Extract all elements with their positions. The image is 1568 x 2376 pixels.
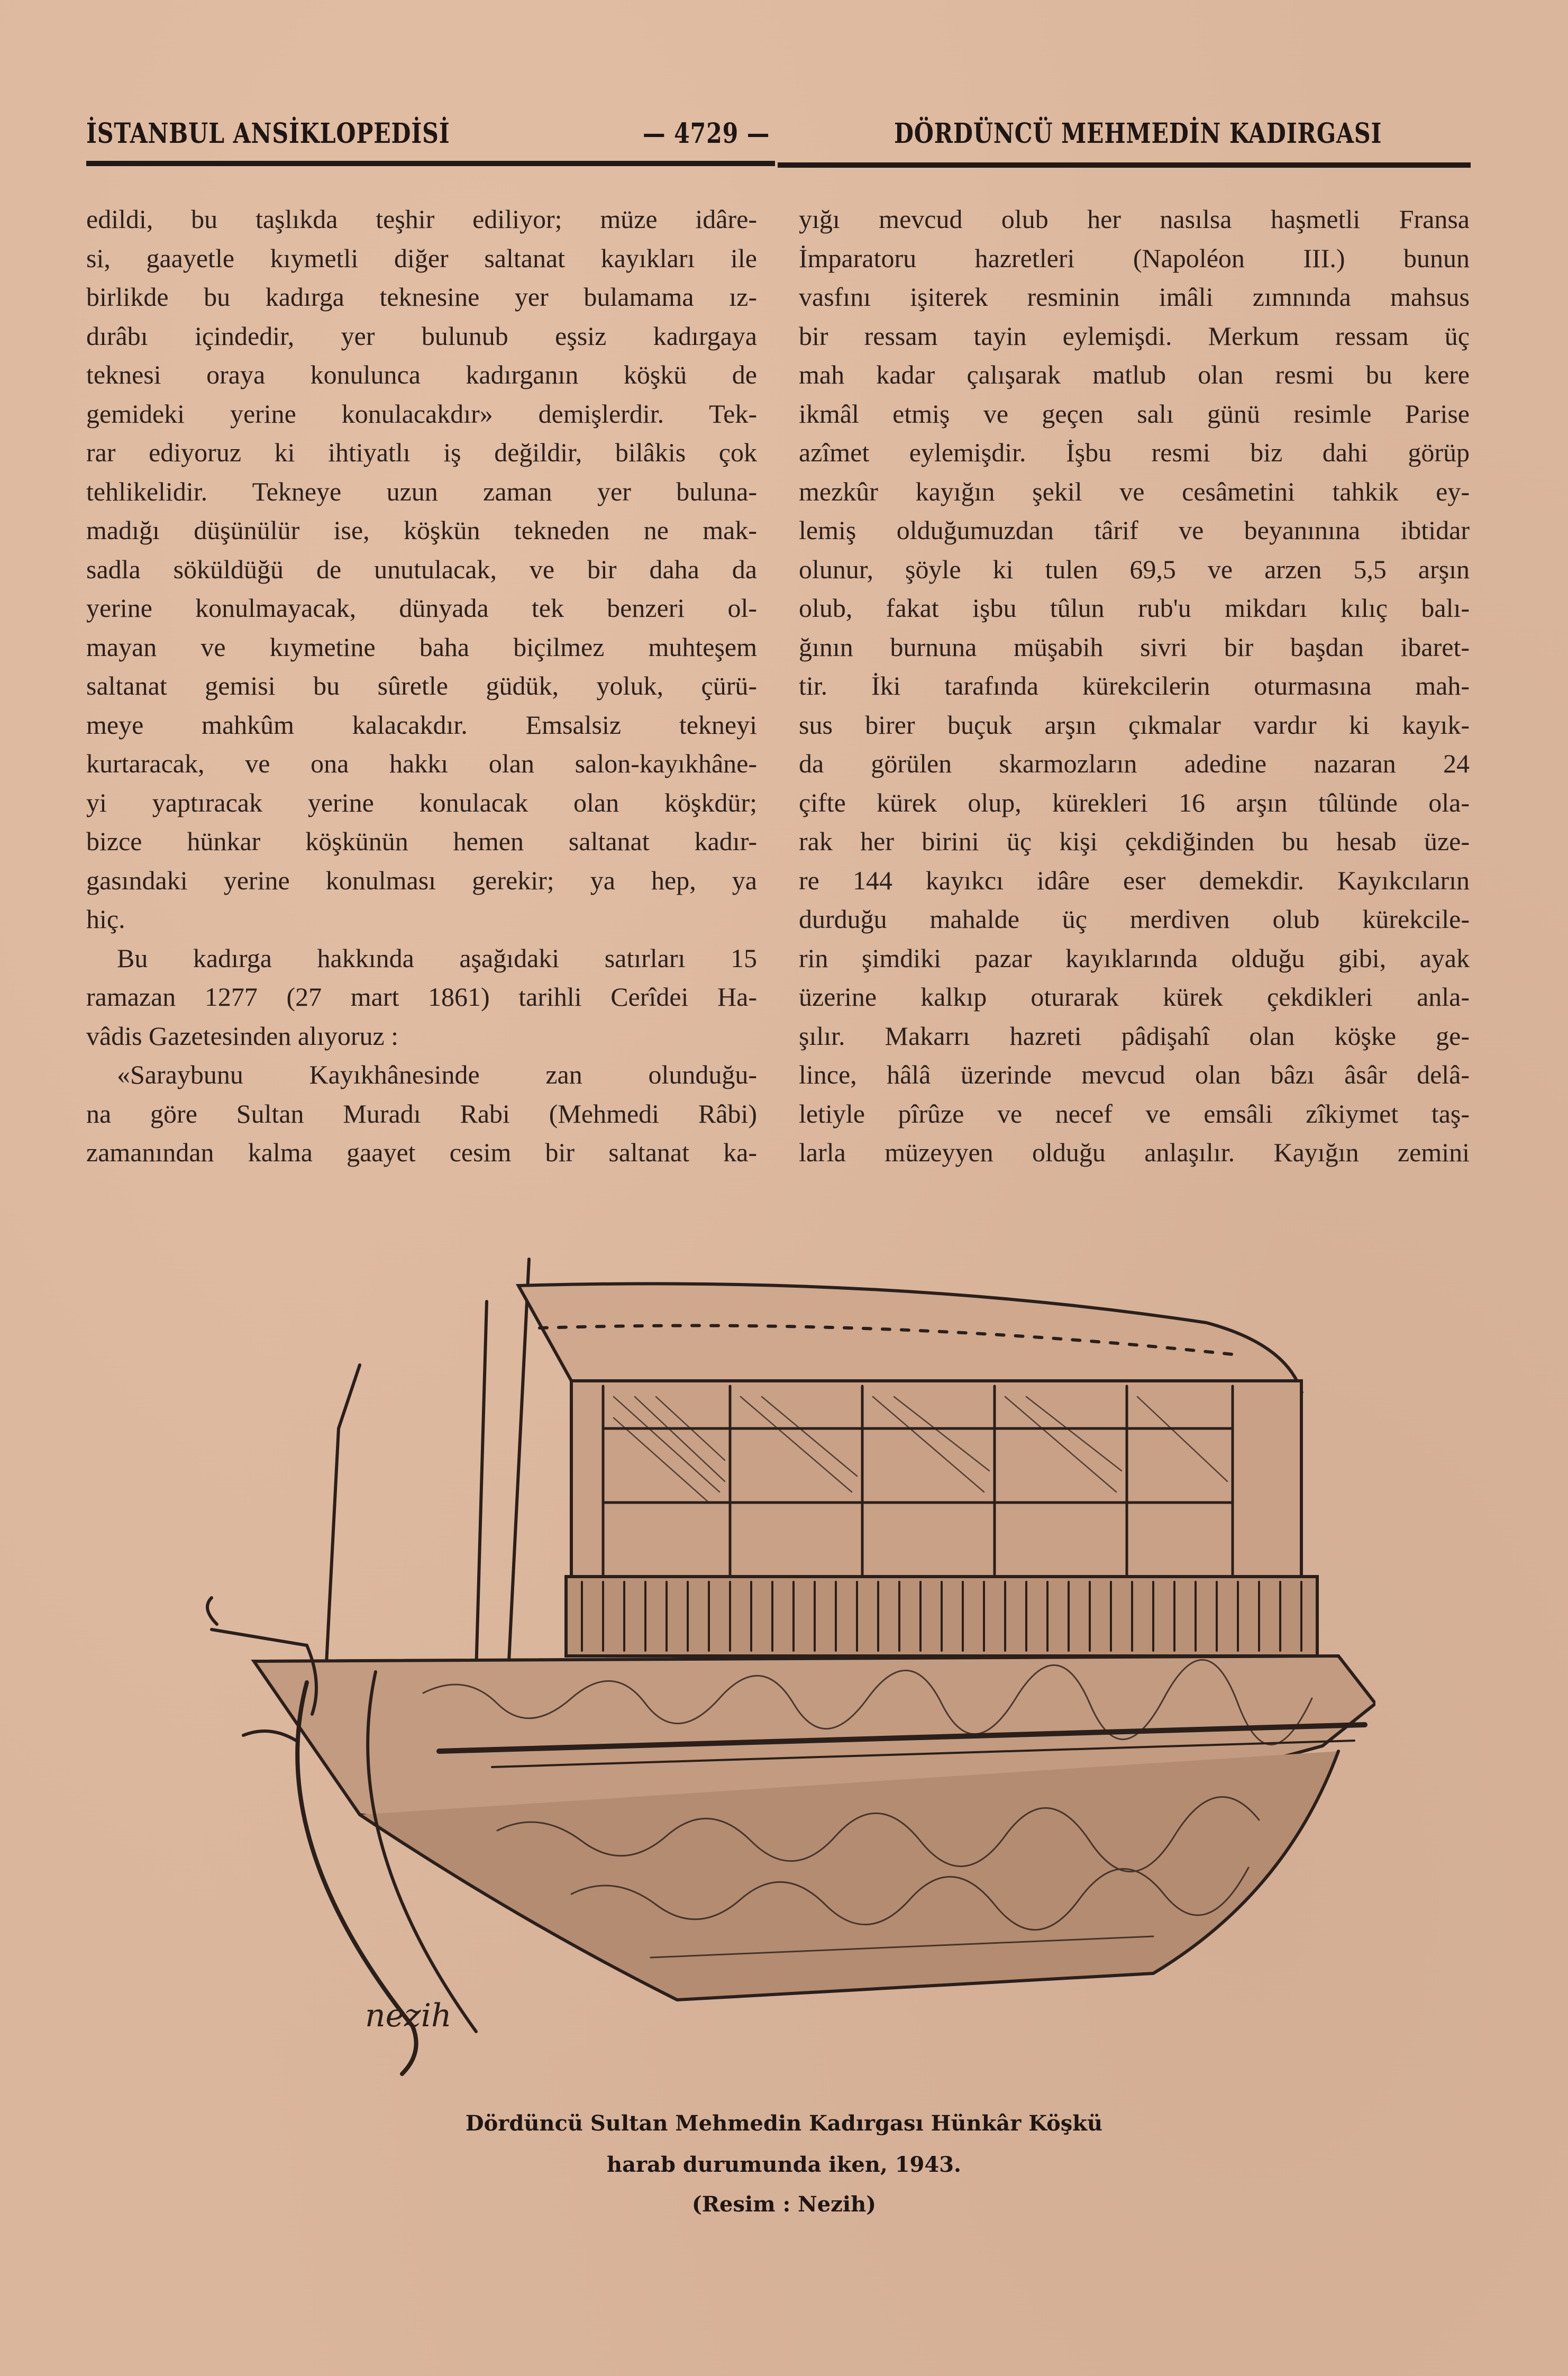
text-line: ikmâl etmiş ve geçen salı günü resimle Parise (799, 398, 1470, 429)
text-line: mah kadar çalışarak matlub olan resmi bu kere (799, 360, 1470, 389)
text-line: meye mahkûm kalacakdır. Emsalsiz tekneyi (86, 709, 757, 740)
text-line: letiyle pîrûze ve necef ve emsâli zîkiymet taş- (799, 1098, 1470, 1128)
text-line: sadla söküldüğü de unutulacak, ve bir daha da (86, 554, 757, 584)
text-line: madığı düşünülür ise, köşkün tekneden ne mak- (86, 515, 757, 545)
text-line: lemiş olduğumuzdan târif ve beyanınına ibtidar (799, 515, 1470, 545)
text-line: edildi, bu taşlıkda teşhir ediliyor; müze idâre- (86, 204, 757, 234)
header-rule-right (778, 162, 1471, 168)
text-line: yığı mevcud olub her nasılsa haşmetli Fransa (799, 204, 1470, 234)
text-line: rin şimdiki pazar kayıklarında olduğu gibi, ayak (799, 943, 1470, 973)
text-line: rar ediyoruz ki ihtiyatlı iş değildir, bilâkis çok (86, 438, 757, 467)
text-line: şılır. Makarrı hazreti pâdişahî olan köşke ge- (799, 1021, 1470, 1051)
galley-kiosk-illustration (201, 1206, 1375, 2079)
text-line: İmparatoru hazretleri (Napoléon III.) bunun (799, 243, 1470, 273)
text-line: durduğu mahalde üç merdiven olub kürekcile- (799, 904, 1470, 934)
text-line: hiç. (86, 904, 125, 934)
text-line: gemideki yerine konulacakdır» demişlerdir. Tek- (86, 398, 757, 429)
text-line: bizce hünkar köşkünün hemen saltanat kadır- (86, 826, 757, 856)
text-line: vâdis Gazetesinden alıyoruz : (86, 1021, 399, 1051)
figure-caption-date: harab durumunda iken, 1943. (607, 2152, 961, 2177)
text-line: çifte kürek olup, kürekleri 16 arşın tûlünde ola- (799, 787, 1470, 817)
artist-signature: nezih (365, 1997, 452, 2034)
text-line: saltanat gemisi bu sûretle güdük, yoluk, çürü- (86, 671, 757, 700)
text-line: si, gaayetle kıymetli diğer saltanat kayıkları ile (86, 243, 757, 273)
text-line: mayan ve kıymetine baha biçilmez muhteşem (86, 632, 757, 662)
header-rule-left (86, 161, 775, 166)
right-column (799, 200, 1470, 1172)
text-line: dırâbı içindedir, yer bulunub eşsiz kadırgaya (86, 321, 757, 351)
text-line: vasfını işiterek resminin imâli zımnında mahsus (799, 282, 1470, 312)
left-column (86, 200, 757, 1172)
text-line: ğının burnuna müşabih sivri bir başdan ibaret- (799, 632, 1470, 662)
text-line: ramazan 1277 (27 mart 1861) tarihli Cerîdei Ha- (86, 982, 757, 1012)
text-line: yerine konulmayacak, dünyada tek benzeri ol- (86, 593, 757, 623)
running-header-article: DÖRDÜNCÜ MEHMEDİN KADIRGASI (894, 117, 1382, 150)
text-line: larla müzeyyen olduğu anlaşılır. Kayığın zemini (799, 1137, 1470, 1167)
text-line: na göre Sultan Muradı Rabi (Mehmedi Râbi) (86, 1098, 757, 1128)
text-line: kurtaracak, ve ona hakkı olan salon-kayıkhâne- (86, 749, 757, 778)
text-line: olunur, şöyle ki tulen 69,5 ve arzen 5,5 arşın (799, 554, 1470, 584)
text-line: «Saraybunu Kayıkhânesinde zan olunduğu- (117, 1060, 757, 1089)
text-line: zamanından kalma gaayet cesim bir saltanat ka- (86, 1137, 757, 1167)
text-line: rak her birini üç kişi çekdiğinden bu hesab üze- (799, 826, 1470, 856)
text-line: gasındaki yerine konulması gerekir; ya hep, ya (86, 865, 757, 895)
text-line: sus birer buçuk arşın çıkmalar vardır ki kayık- (799, 709, 1470, 740)
text-line: tir. İki tarafında kürekcilerin oturmasına mah- (799, 671, 1470, 700)
text-line: tehlikelidir. Tekneye uzun zaman yer buluna- (86, 476, 757, 506)
text-line: yi yaptıracak yerine konulacak olan köşkdür; (86, 787, 757, 817)
text-line: üzerine kalkıp oturarak kürek çekdikleri anla- (799, 982, 1470, 1012)
text-line: olub, fakat işbu tûlun rub'u mikdarı kılıç balı- (799, 593, 1470, 623)
text-line: Bu kadırga hakkında aşağıdaki satırları 15 (117, 943, 757, 973)
text-line: bir ressam tayin eylemişdi. Merkum ressam üç (799, 321, 1470, 351)
text-line: mezkûr kayığın şekil ve cesâmetini tahkik ey- (799, 476, 1470, 506)
text-line: da görülen skarmozların adedine nazaran 24 (799, 749, 1470, 778)
figure-caption: Dördüncü Sultan Mehmedin Kadırgası Hünkâr Köşkü (465, 2111, 1103, 2136)
page-number: — 4729 — (643, 117, 770, 150)
text-line: teknesi oraya konulunca kadırganın köşkü de (86, 360, 757, 389)
text-line: azîmet eylemişdir. İşbu resmi biz dahi görüp (799, 438, 1470, 467)
text-line: lince, hâlâ üzerinde mevcud olan bâzı âsâr delâ- (799, 1060, 1470, 1089)
figure-credit: (Resim : Nezih) (691, 2192, 877, 2217)
text-line: re 144 kayıkcı idâre eser demekdir. Kayıkcıların (799, 865, 1470, 895)
running-header-title: İSTANBUL ANSİKLOPEDİSİ (86, 117, 450, 150)
text-line: birlikde bu kadırga teknesine yer bulamama ız- (86, 282, 757, 312)
